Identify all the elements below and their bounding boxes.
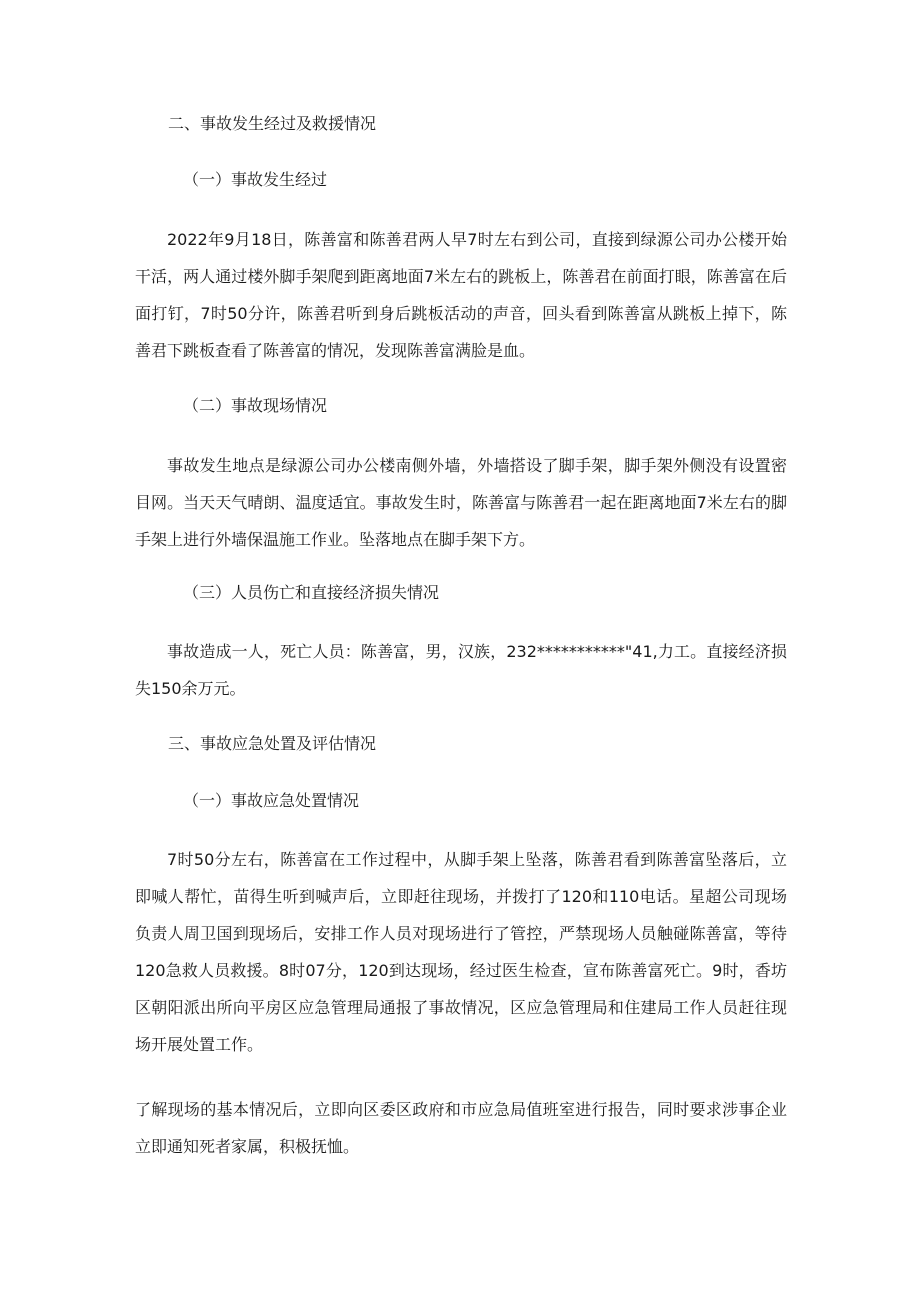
subheading-accident-scene: （二）事故现场情况 xyxy=(183,396,328,415)
subheading-accident-occurrence: （一）事故发生经过 xyxy=(183,170,328,189)
section-heading-accident-process: 二、事故发生经过及救援情况 xyxy=(168,114,377,133)
paragraph-accident-scene: 事故发生地点是绿源公司办公楼南侧外墙，外墙搭设了脚手架，脚手架外侧没有设置密目网。当天天气晴朗、温度适宜。事故发生时，陈善富与陈善君一起在距离地面7米左右的脚手架上进行外墙保温施工作业。坠落地点在脚手架下方。 xyxy=(135,456,787,549)
paragraph-emergency-handling: 7时50分左右，陈善富在工作过程中，从脚手架上坠落，陈善君看到陈善富坠落后，立即喊人帮忙，苗得生听到喊声后，立即赶往现场，并拨打了120和110电话。星超公司现场负责人周卫国到现场后，安排工作人员对现场进行了管控，严禁现场人员触碰陈善富，等待120急救人员救援。8时07分，120到达现场，经过医生检查，宣布陈善富死亡。9时，香坊区朝阳派出所向平房区应急管理局通报了事故情况，区应急管理局和住建局工作人员赶往现场开展处置工作。 xyxy=(135,850,787,1054)
subheading-casualties-losses: （三）人员伤亡和直接经济损失情况 xyxy=(183,583,440,602)
subheading-emergency-handling: （一）事故应急处置情况 xyxy=(183,791,360,810)
paragraph-casualties-losses: 事故造成一人，死亡人员：陈善富，男，汉族，232***********"41,力工。直接经济损失150余万元。 xyxy=(135,642,787,698)
paragraph-accident-occurrence: 2022年9月18日，陈善富和陈善君两人早7时左右到公司，直接到绿源公司办公楼开始干活，两人通过楼外脚手架爬到距离地面7米左右的跳板上，陈善君在前面打眼，陈善富在后面打钉，7时50分许，陈善君听到身后跳板活动的声音，回头看到陈善富从跳板上掉下，陈善君下跳板查看了陈善富的情况，发现陈善富满脸是血。 xyxy=(135,230,787,360)
paragraph-reporting: 了解现场的基本情况后，立即向区委区政府和市应急局值班室进行报告，同时要求涉事企业立即通知死者家属，积极抚恤。 xyxy=(135,1100,787,1156)
section-heading-emergency-response: 三、事故应急处置及评估情况 xyxy=(168,734,377,753)
